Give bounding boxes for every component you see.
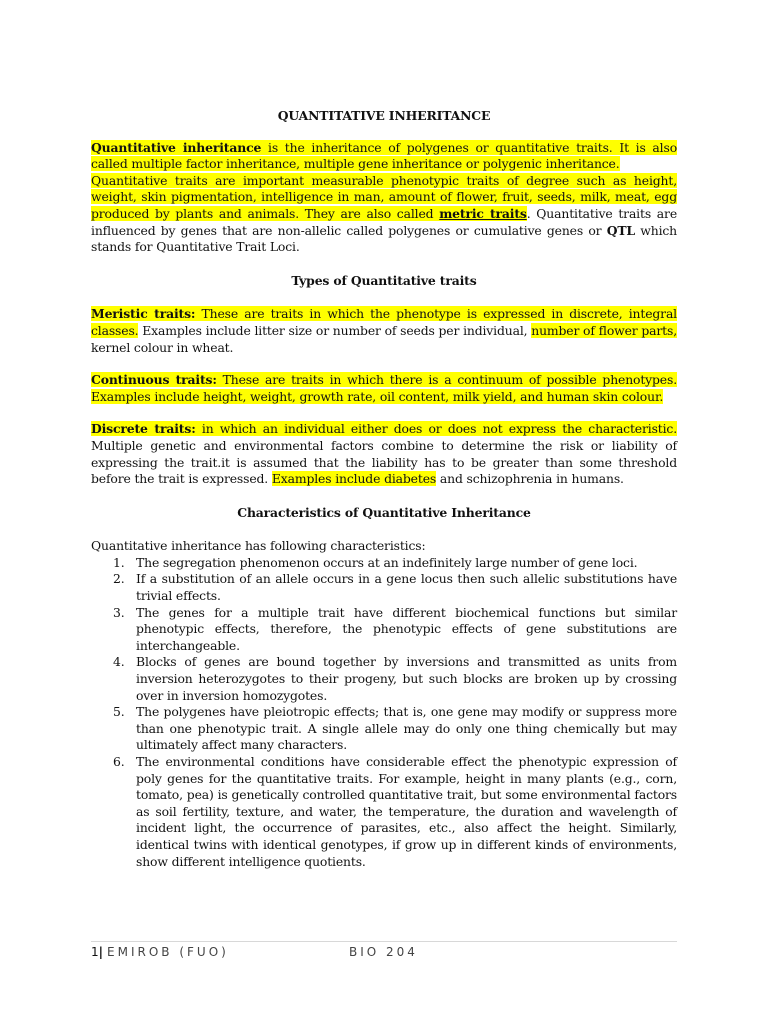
intro-sentence-1: is the inheritance of polygenes or quantitative traits. It is also called multiple factor inheritance, multiple gene inheritance or polygenic inheritance. xyxy=(91,139,678,172)
intro-sentence-2b: . Quantitative traits are influenced by genes that are non-allelic called polygenes or cumulative genes or xyxy=(91,205,677,238)
list-item xyxy=(91,654,677,704)
list-text: Blocks of genes are bound together by inversions and transmitted as units from inversion heterozygotes to their progeny, but such blocks are broken up by crossing over in inversion homozygotes. xyxy=(136,654,677,703)
list-number: 4. xyxy=(113,654,125,670)
list-item xyxy=(91,754,677,870)
list-text: The polygenes have pleiotropic effects; that is, one gene may modify or suppress more than one phenotypic trait. A single allele may do only one thing chemically but may ultimately affect many characters. xyxy=(136,704,677,753)
meristic-highlight-2: number of flower parts, xyxy=(531,322,677,338)
footer-course: BIO 204 xyxy=(349,945,418,959)
footer-author: EMIROB (FUO) xyxy=(107,945,229,959)
list-text: The segregation phenomenon occurs at an indefinitely large number of gene loci. xyxy=(136,554,638,570)
meristic-examples-end: kernel colour in wheat. xyxy=(91,339,234,355)
intro-term: Quantitative inheritance xyxy=(91,139,262,155)
list-text: The environmental conditions have considerable effect the phenotypic expression of poly genes for the quantitative traits. For example, height in many plants (e.g., corn, tomato, pea) is genetically controlled quantitative trait, but some environmental factors as soil fertility, texture, and water, the temperature, the duration and wavelength of incident light, the occurrence of parasites, etc., also affect the height. Similarly, identical twins with identical genotypes, if grow up in different kinds of environments, show different intelligence quotients. xyxy=(136,754,677,869)
meristic-paragraph xyxy=(91,306,677,356)
page-number: 1 xyxy=(91,945,99,959)
page-footer xyxy=(91,941,677,959)
qtl-term: QTL xyxy=(606,222,635,238)
continuous-term: Continuous traits: xyxy=(91,372,217,388)
intro-sentence-2a: Quantitative traits are important measurable phenotypic traits of degree such as height, weight, skin pigmentation, intelligence in man, amount of flower, fruit, seeds, milk, meat, egg produced by plants and animals. They are also called xyxy=(91,172,677,221)
continuous-highlight xyxy=(91,372,677,404)
meristic-term: Meristic traits: xyxy=(91,306,196,322)
list-text: If a substitution of an allele occurs in a gene locus then such allelic substitutions have trivial effects. xyxy=(136,571,677,604)
list-text: The genes for a multiple trait have different biochemical functions but similar phenotypic effects, therefore, the phenotypic effects of gene substitutions are interchangeable. xyxy=(136,604,677,653)
intro-highlight-1 xyxy=(91,140,677,172)
discrete-paragraph xyxy=(91,421,677,487)
meristic-definition: These are traits in which the phenotype is expressed in discrete, integral classes. xyxy=(91,306,677,338)
list-number: 2. xyxy=(113,571,125,587)
intro-sentence-2c: which stands for Quantitative Trait Loci. xyxy=(91,222,677,255)
list-number: 6. xyxy=(113,754,125,769)
list-number: 1. xyxy=(113,554,125,570)
intro-paragraph xyxy=(91,140,677,256)
discrete-explanation-end: and schizophrenia in humans. xyxy=(436,471,624,487)
continuous-paragraph xyxy=(91,372,677,405)
discrete-definition: in which an individual either does or does not express the characteristic. xyxy=(195,421,677,437)
document-page xyxy=(91,108,677,870)
discrete-term: Discrete traits: xyxy=(91,421,196,437)
types-heading: Types of Quantitative traits xyxy=(291,272,477,288)
document-title: QUANTITATIVE INHERITANCE xyxy=(277,108,491,123)
footer-separator: | xyxy=(98,945,104,959)
list-item xyxy=(91,571,677,604)
list-number: 5. xyxy=(113,704,125,720)
discrete-highlight-2: Examples include diabetes xyxy=(271,471,437,487)
list-item xyxy=(91,704,677,754)
discrete-highlight xyxy=(91,421,677,436)
continuous-definition: These are traits in which there is a continuum of possible phenotypes. Examples include height, weight, growth rate, oil content, milk yield, and human skin colour. xyxy=(91,372,677,404)
characteristics-heading: Characteristics of Quantitative Inheritance xyxy=(237,504,531,520)
characteristics-list xyxy=(91,555,677,870)
list-item xyxy=(91,605,677,655)
metric-traits-term: metric traits xyxy=(439,205,527,221)
list-number: 3. xyxy=(113,604,125,620)
discrete-explanation: Multiple genetic and environmental factors combine to determine the risk or liability of expressing the trait.it is assumed that the liability has to be greater than some threshold before the trait is expressed. xyxy=(91,437,677,487)
list-item xyxy=(91,555,677,572)
meristic-examples: Examples include litter size or number of seeds per individual, xyxy=(138,322,532,338)
characteristics-intro: Quantitative inheritance has following characteristics: xyxy=(91,538,426,554)
